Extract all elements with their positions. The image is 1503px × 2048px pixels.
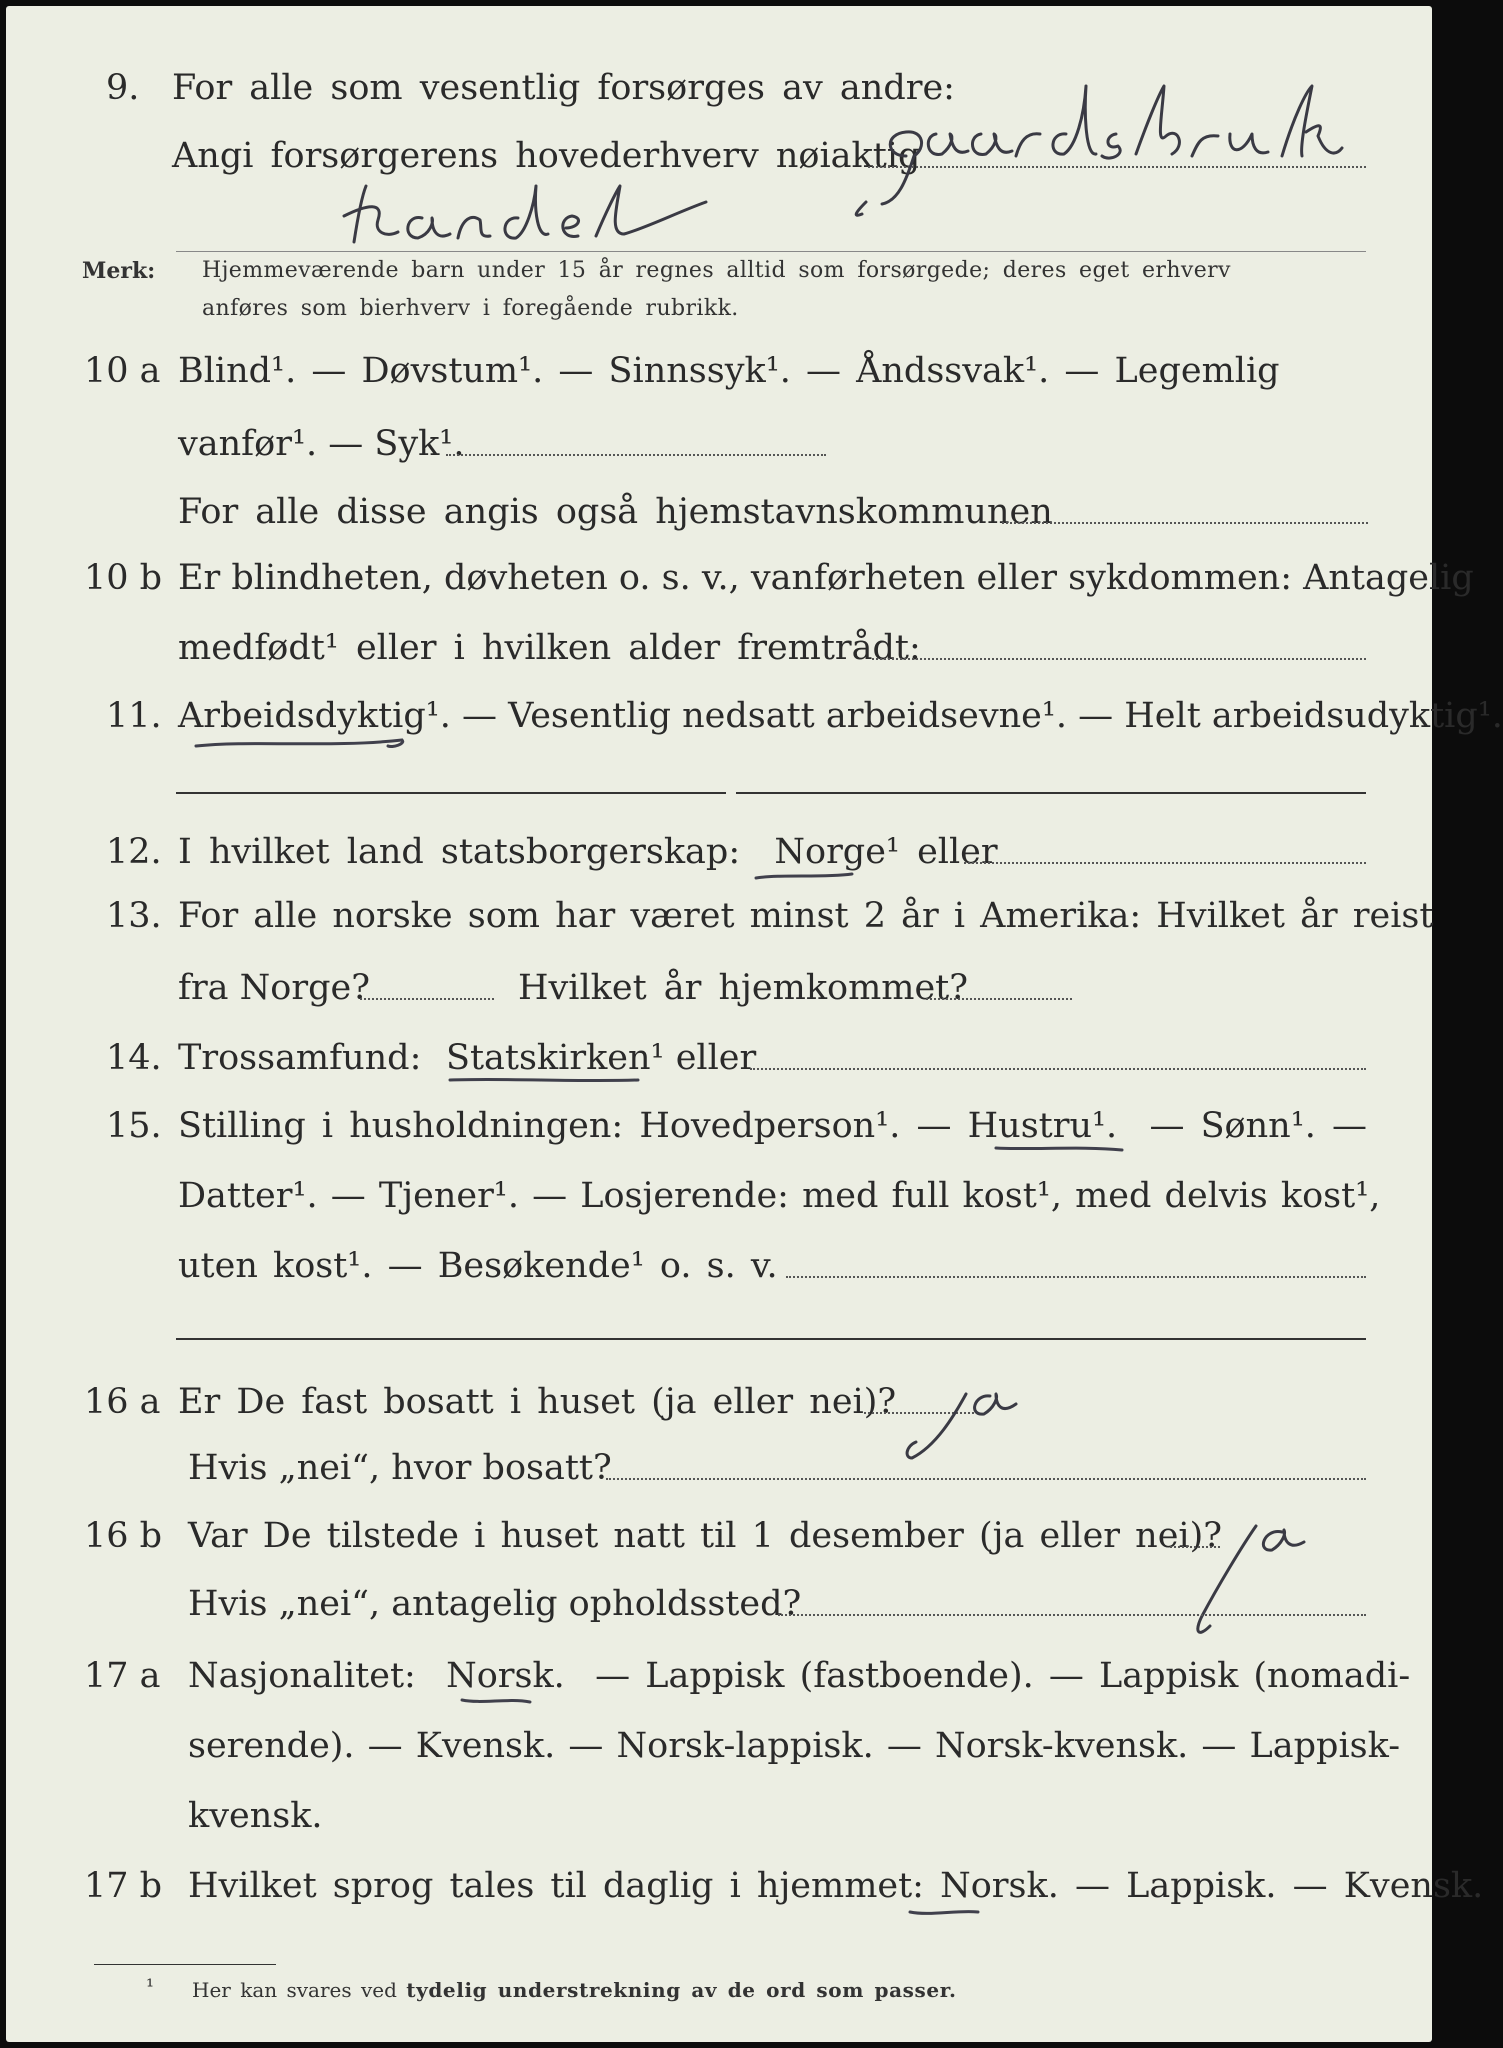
q16b-handwritten-answer (6, 6, 1446, 1656)
q16b-line2: Hvis „nei“, antagelig opholdssted? (188, 1584, 802, 1624)
q17a-label: Nasjonalitet: (188, 1656, 416, 1696)
q17a-number: 17 a (84, 1656, 161, 1696)
q10a-line3: For alle disse angis også hjemstavnskommunen (178, 492, 1053, 532)
q14-rest: ¹ eller (650, 1038, 757, 1078)
q17a-underline-mark (458, 1692, 538, 1708)
q12-label: I hvilket land statsborgerskap: (178, 832, 741, 872)
q13-line1: For alle norske som har været minst 2 år i Amerika: Hvilket år reist (178, 896, 1434, 936)
footnote-text-bold: tydelig understrekning av de ord som passer. (406, 1978, 957, 2002)
q13-number: 13. (106, 896, 162, 936)
q11-number: 11. (106, 696, 162, 736)
q10a-number: 10 a (84, 351, 161, 391)
q13-line2a: fra Norge? (178, 968, 370, 1008)
q10b-line2: medfødt¹ eller i hvilken alder fremtrådt: (178, 628, 921, 668)
q15-number: 15. (106, 1106, 162, 1146)
q15-line1a: Stilling i husholdningen: Hovedperson¹. — (178, 1106, 952, 1146)
q15-line2: Datter¹. — Tjener¹. — Losjerende: med full kost¹, med delvis kost¹, (178, 1176, 1381, 1216)
q9-line2: Angi forsørgerens hovederhverv nøiaktig (172, 136, 921, 176)
q16a-number: 16 a (84, 1382, 161, 1422)
footnote-text-plain: Her kan svares ved (192, 1978, 397, 2002)
footnote-rule (94, 1964, 276, 1965)
q17a-line2: serende). — Kvensk. — Norsk-lappisk. — Norsk-kvensk. — Lappisk- (188, 1726, 1401, 1766)
q17b-label: Hvilket sprog tales til daglig i hjemmet: (188, 1866, 924, 1906)
q17a-line3: kvensk. (188, 1796, 323, 1836)
q17b-rest: — Lappisk. — Kvensk. (1074, 1866, 1484, 1906)
q15-underlined-option: Hustru¹. (967, 1106, 1118, 1146)
q12-underlined-option: Norge (774, 832, 886, 872)
q12-rest: ¹ eller (885, 832, 998, 872)
q10a-line1: Blind¹. — Døvstum¹. — Sinnssyk¹. — Åndssvak¹. — Legemlig (178, 351, 1280, 391)
q17b-number: 17 b (84, 1866, 163, 1906)
q15-line1b: — Sønn¹. — (1149, 1106, 1367, 1146)
q17a-underlined-option: Norsk. (446, 1656, 565, 1696)
q17a-line1 (188, 1656, 1410, 1696)
q9-number: 9. (106, 68, 140, 108)
q11-rest: ¹. — Vesentlig nedsatt arbeidsevne¹. — Helt arbeidsudyktig¹. (425, 696, 1503, 736)
q16b-opholdssted-line (778, 1614, 1366, 1616)
q12-number: 12. (106, 832, 162, 872)
q13-line2b: Hvilket år hjemkommet? (518, 968, 969, 1008)
footnote-text (192, 1978, 957, 2002)
footnote-marker: ¹ (146, 1974, 155, 1998)
q15-line3: uten kost¹. — Besøkende¹ o. s. v. (178, 1246, 778, 1286)
merk-line1: Hjemmeværende barn under 15 år regnes alltid som forsørgede; deres eget erhverv (202, 258, 1231, 283)
q17b-text (188, 1866, 1483, 1906)
q14-underlined-option: Statskirken (446, 1038, 651, 1078)
q16a-line2: Hvis „nei“, hvor bosatt? (188, 1448, 612, 1488)
q9-line1: For alle som vesentlig forsørges av andre: (172, 68, 955, 108)
q14-label: Trossamfund: (178, 1038, 422, 1078)
q10a-line2: vanfør¹. — Syk¹. (178, 424, 465, 464)
q17b-underline-mark (906, 1904, 986, 1920)
census-form-page (6, 6, 1503, 2042)
q16b-number: 16 b (84, 1516, 163, 1556)
q14-number: 14. (106, 1038, 162, 1078)
q10b-number: 10 b (84, 558, 163, 598)
q10b-line1: Er blindheten, døvheten o. s. v., vanførheten eller sykdommen: Antagelig (178, 558, 1474, 598)
q16a-line1: Er De fast bosatt i huset (ja eller nei)? (178, 1382, 897, 1422)
q17a-line1b: — Lappisk (fastboende). — Lappisk (nomadi- (595, 1656, 1411, 1696)
q11-underlined-option: Arbeidsdyktig (178, 696, 426, 736)
q16b-line1: Var De tilstede i huset natt til 1 desember (ja eller nei)? (188, 1516, 1223, 1556)
q17b-underlined-option: Norsk. (940, 1866, 1059, 1906)
merk-line2: anføres som bierhverv i foregående rubrikk. (202, 296, 739, 321)
merk-label: Merk: (82, 258, 156, 284)
